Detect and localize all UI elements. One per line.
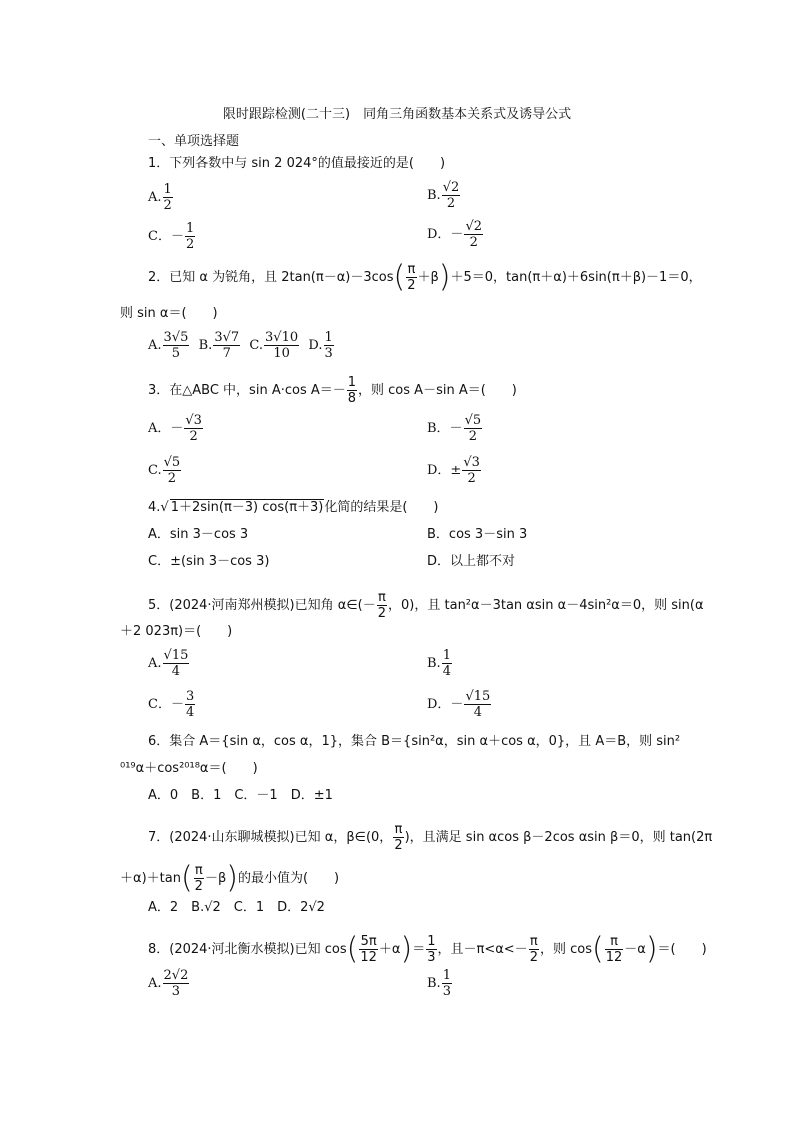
question-6-stem: 6．集合 A＝{sin α，cos α，1}，集合 B＝{sin²α，sin α＋cos α，0}，且 A＝B，则 sin² [148, 734, 681, 749]
q5-option-d: D．－ $\frac{√15}{4}$ [427, 689, 491, 720]
q3-option-c: C. $\frac{√5}{2}$ [148, 455, 181, 486]
q8-option-b: B. $\frac{1}{3}$ [427, 968, 451, 999]
question-2-stem: 2．已知 α 为锐角，且 2tan(π－α)－3cos( $\frac{\pi}{2}$ ＋β)＋5＝0，tan(π＋α)＋6sin(π＋β)－1＝0， [148, 259, 702, 295]
q3-option-d: D．± $\frac{√3}{2}$ [427, 455, 480, 486]
question-1-stem: 1．下列各数中与 sin 2 024°的值最接近的是( ) [148, 156, 446, 171]
question-4-stem: 4.√ 1＋2sin(π－3) cos(π＋3)化简的结果是( ) [148, 500, 439, 515]
q4-option-d: D．以上都不对 [427, 554, 516, 569]
question-5-stem-cont: ＋2 023π)＝( ) [120, 624, 233, 639]
q1-option-c: C．－ $\frac{1}{2}$ [148, 221, 195, 252]
q4-option-b: B．cos 3－sin 3 [427, 527, 528, 542]
q4-option-a: A．sin 3－cos 3 [148, 527, 249, 542]
section-heading: 一、单项选择题 [148, 134, 240, 149]
q7-options: A．2 B.√2 C．1 D．2√2 [148, 900, 325, 915]
question-7-stem: 7．(2024·山东聊城模拟)已知 α，β∈(0， $\frac{\pi}{2}$ )，且满足 sin αcos β－2cos αsin β＝0，则 tan(2π [148, 822, 713, 853]
q3-option-a: A．－ $\frac{√3}{2}$ [148, 413, 202, 444]
q8-option-a: A. $\frac{2√2}{3}$ [148, 968, 189, 999]
q6-options: A．0 B．1 C．－1 D．±1 [148, 788, 333, 803]
question-5-stem: 5．(2024·河南郑州模拟)已知角 α∈(－ $\frac{\pi}{2}$ ，0)，且 tan²α－3tan αsin α－4sin²α＝0，则 sin(α [148, 590, 704, 621]
q1-option-a: A. $\frac{1}{2}$ [148, 182, 172, 213]
question-8-stem: 8．(2024·河北衡水模拟)已知 cos( $\frac{5\pi}{12}$ ＋α)＝ $\frac{1}{3}$ ，且－π<α<－ $\frac{\pi}{2}$ ，则 cos( $\frac{\pi}{12}$ －α)＝( ) [148, 931, 707, 967]
question-6-stem-cont: ⁰¹⁹α＋cos²⁰¹⁸α＝( ) [120, 761, 258, 776]
q2-options: A. $\frac{3√5}{5}$ B. $\frac{3√7}{7}$ C. $\frac{3√10}{10}$ D. $\frac{1}{3}$ [148, 330, 333, 361]
q5-option-b: B. $\frac{1}{4}$ [427, 648, 451, 679]
question-3-stem: 3．在△ABC 中，sin A·cos A＝－ $\frac{1}{8}$ ，则 cos A－sin A＝( ) [148, 375, 517, 406]
q3-option-b: B．－ $\frac{√5}{2}$ [427, 413, 482, 444]
q4-option-c: C．±(sin 3－cos 3) [148, 554, 270, 569]
q5-option-c: C．－ $\frac{3}{4}$ [148, 689, 195, 720]
q1-option-d: D．－ $\frac{√2}{2}$ [427, 219, 482, 250]
question-2-stem-cont: 则 sin α＝( ) [120, 306, 218, 321]
page-title: 限时跟踪检测(二十三) 同角三角函数基本关系式及诱导公式 [222, 107, 572, 122]
q1-option-b: B. $\frac{√2}{2}$ [427, 180, 460, 211]
question-7-stem-cont: ＋α)＋tan( $\frac{\pi}{2}$ －β)的最小值为( ) [120, 860, 340, 896]
q5-option-a: A. $\frac{√15}{4}$ [148, 648, 189, 679]
